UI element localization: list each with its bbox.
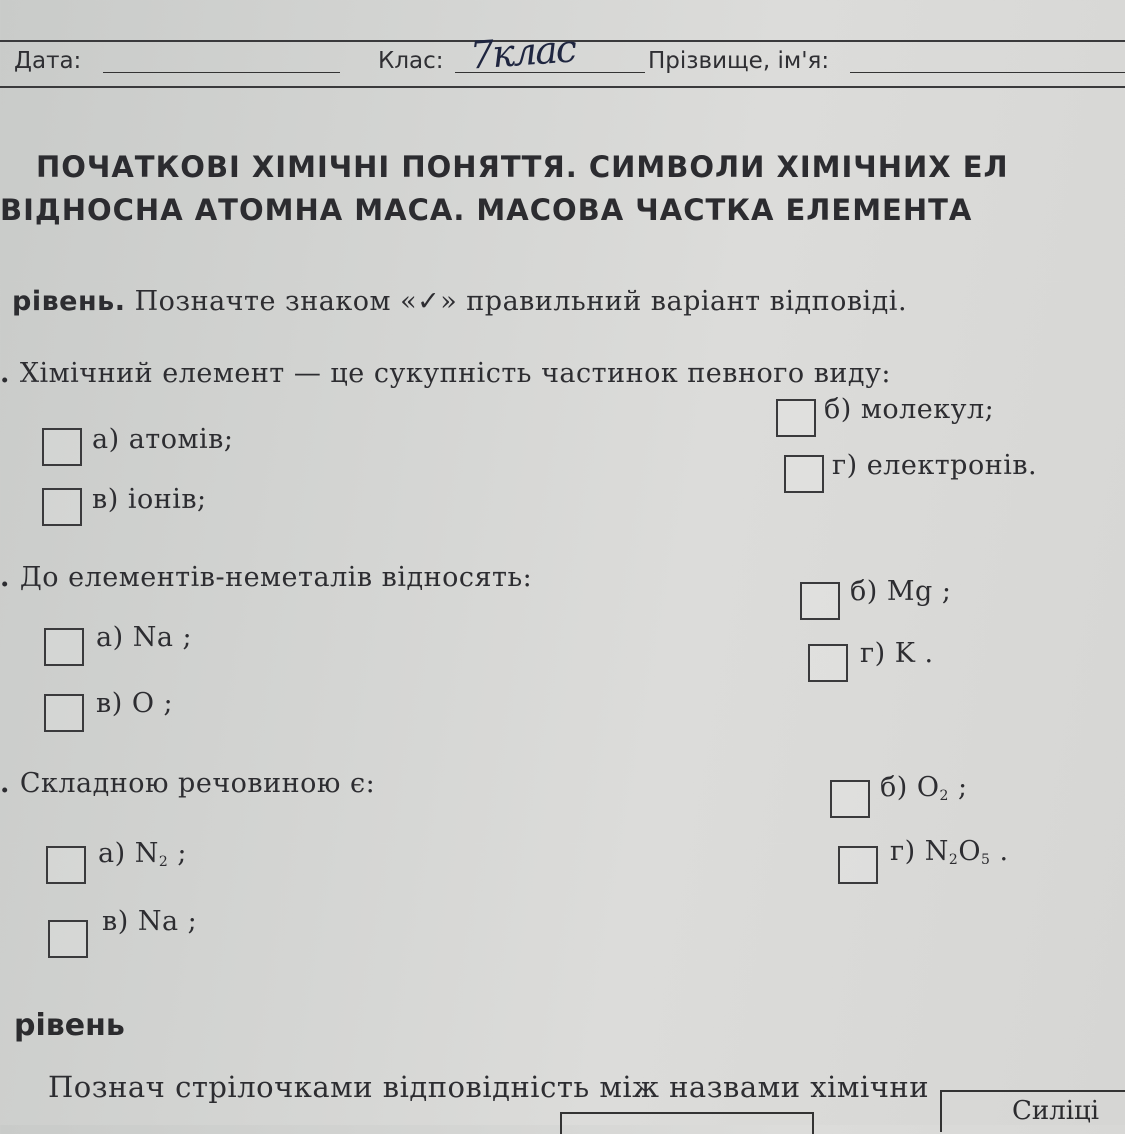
q2-checkbox-c[interactable]: [44, 694, 84, 732]
q2-option-a: а) Na ;: [96, 622, 193, 653]
level2-label: рівень: [14, 1008, 125, 1043]
q3-option-a: а) $N_2$ ;: [98, 838, 187, 870]
q3-checkbox-c[interactable]: [48, 920, 88, 958]
class-label: Клас:: [378, 48, 444, 74]
match-box-right: [940, 1090, 1125, 1132]
q1-option-d: г) електронів.: [832, 450, 1038, 481]
q3-option-b: б) $O_2$ ;: [880, 772, 968, 804]
q3-checkbox-d[interactable]: [838, 846, 878, 884]
q1-checkbox-d[interactable]: [784, 455, 824, 493]
q2-option-d: г) K .: [860, 638, 934, 669]
q1-checkbox-c[interactable]: [42, 488, 82, 526]
date-label: Дата:: [14, 48, 82, 74]
title-line-2: ВІДНОСНА АТОМНА МАСА. МАСОВА ЧАСТКА ЕЛЕМЕНТА: [0, 193, 973, 227]
q1-option-c: в) іонів;: [92, 484, 207, 515]
q3-option-c: в) Na ;: [102, 906, 198, 937]
level1-instruction: [12, 286, 907, 317]
level1-label: рівень.: [12, 286, 126, 317]
q1-option-a: а) атомів;: [92, 424, 234, 455]
q2-checkbox-a[interactable]: [44, 628, 84, 666]
question-3: . Складною речовиною є:: [0, 768, 376, 799]
question-1-text: Хімічний елемент — це сукупність частинок певного виду:: [19, 358, 891, 389]
question-2-text: До елементів-неметалів відносять:: [19, 562, 533, 593]
q2-checkbox-d[interactable]: [808, 644, 848, 682]
question-3-text: Складною речовиною є:: [19, 768, 376, 799]
title-line-1: ПОЧАТКОВІ ХІМІЧНІ ПОНЯТТЯ. СИМВОЛИ ХІМІЧНИХ ЕЛ: [36, 150, 1009, 184]
q1-option-b: б) молекул;: [824, 394, 995, 425]
name-label: Прізвище, ім'я:: [648, 48, 830, 74]
q1-checkbox-a[interactable]: [42, 428, 82, 466]
match-box-right-text: Силіці: [1012, 1096, 1100, 1126]
question-2: . До елементів-неметалів відносять:: [0, 562, 533, 593]
match-box-left: [560, 1112, 814, 1134]
q2-option-c: в) O ;: [96, 688, 174, 719]
q2-option-b: б) Mg ;: [850, 576, 952, 607]
class-handwritten-value: 7клас: [468, 26, 577, 78]
q3-option-d: г) $N_2O_5$ .: [890, 836, 1009, 868]
q2-checkbox-b[interactable]: [800, 582, 840, 620]
q3-checkbox-b[interactable]: [830, 780, 870, 818]
level2-instruction: Познач стрілочками відповідність між назвами хімічни: [48, 1070, 930, 1104]
question-1: . Хімічний елемент — це сукупність частинок певного виду:: [0, 358, 891, 389]
name-field[interactable]: [850, 72, 1125, 73]
level1-text: Позначте знаком «✓» правильний варіант відповіді.: [134, 286, 908, 317]
q3-checkbox-a[interactable]: [46, 846, 86, 884]
q1-checkbox-b[interactable]: [776, 399, 816, 437]
date-field[interactable]: [103, 72, 340, 73]
